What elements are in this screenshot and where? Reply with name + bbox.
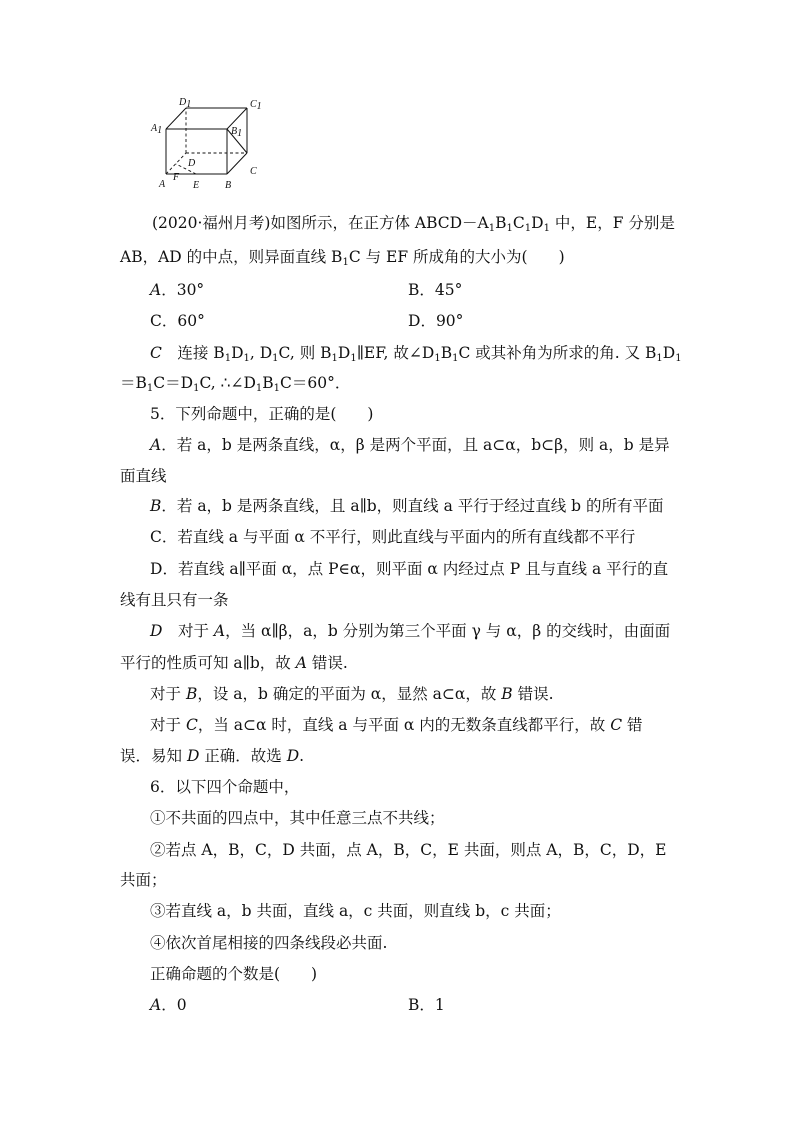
q5-explain-line1: D 对于 A，当 α∥β，a，b 分别为第三个平面 γ 与 α，β 的交线时，由面面 [150, 622, 671, 640]
q5-stem: 5．下列命题中，正确的是( ) [150, 405, 374, 423]
q5-option-a-line1: A．若 a，b 是两条直线，α，β 是两个平面，且 a⊂α，b⊂β，则 a，b 是异 [150, 436, 670, 454]
label-A: A [159, 179, 166, 190]
q4-option-d: D．90° [408, 312, 464, 330]
q4-answer-line2: $=B_1C=D_1C$, $\therefore\angle D_1B_1C=60^\circ$． [120, 374, 351, 394]
edge-CB [227, 153, 247, 174]
q4-stem-line1: (2020·福州月考)如图所示，在正方体 $ABCD-A_1B_1C_1D_1$ 中，E，F 分别是 [152, 214, 675, 234]
label-F: F [173, 172, 180, 183]
q5-option-d-line1: D．若直线 a∥平面 α，点 P∈α，则平面 α 内经过点 P 且与直线 a 平行的直 [150, 560, 669, 578]
edge-AD [166, 153, 186, 174]
q4-option-a: A．30° [150, 281, 205, 299]
q5-option-b: B．若 a，b 是两条直线，且 a∥b，则直线 a 平行于经过直线 b 的所有平面 [150, 497, 664, 515]
q6-proposition-1: ①不共面的四点中，其中任意三点不共线； [150, 809, 445, 827]
label-B1: B1 [231, 126, 243, 139]
q5-option-a-line2: 面直线 [120, 467, 167, 485]
q4-option-c: C．60° [150, 312, 205, 330]
q6-ask: 正确命题的个数是( ) [150, 965, 318, 983]
q5-explain-line4: 对于 C，当 a⊂α 时，直线 a 与平面 α 内的无数条直线都平行，故 C 错 [150, 716, 643, 734]
q6-option-b: B．1 [408, 996, 445, 1014]
label-C1: C1 [250, 99, 262, 112]
label-D: D [188, 158, 196, 169]
edge-A1D1 [166, 108, 186, 129]
q5-explain-line3: 对于 B，设 a，b 确定的平面为 α，显然 a⊂α，故 B 错误. [150, 685, 554, 703]
q6-stem: 6．以下四个命题中， [150, 778, 300, 796]
q5-explain-line2: 平行的性质可知 a∥b，故 A 错误. [120, 654, 348, 672]
label-C: C [250, 166, 257, 177]
q6-proposition-4: ④依次首尾相接的四条线段必共面. [150, 934, 388, 952]
q4-option-b: B．45° [408, 281, 463, 299]
q6-proposition-3: ③若直线 a，b 共面，直线 a，c 共面，则直线 b，c 共面； [150, 902, 561, 920]
label-E: E [193, 180, 200, 191]
q5-option-d-line2: 线有且只有一条 [120, 591, 229, 609]
q6-proposition-2-line2: 共面； [120, 871, 167, 889]
q6-proposition-2-line1: ②若点 A，B，C，D 共面，点 A，B，C，E 共面，则点 A，B，C，D，E [150, 841, 667, 859]
q4-answer-line1: C 连接 $B_1D_1$, $D_1C$, 则 $B_1D_1\parallel EF$, 故$\angle D_1B_1C$ 或其补角为所求的角. 又 $B_1D_1$ [150, 344, 682, 364]
label-A1: A1 [151, 123, 163, 136]
q5-option-c: C．若直线 a 与平面 α 不平行，则此直线与平面内的所有直线都不平行 [150, 528, 636, 546]
q6-option-a: A．0 [150, 996, 187, 1014]
q4-stem-line2: AB，AD 的中点，则异面直线 $B_1C$ 与 EF 所成角的大小为( ) [120, 248, 565, 268]
cube-figure [150, 94, 270, 209]
q5-explain-line5: 误．易知 D 正确．故选 D. [120, 747, 305, 765]
label-D1: D1 [179, 97, 192, 110]
label-B: B [225, 180, 232, 191]
